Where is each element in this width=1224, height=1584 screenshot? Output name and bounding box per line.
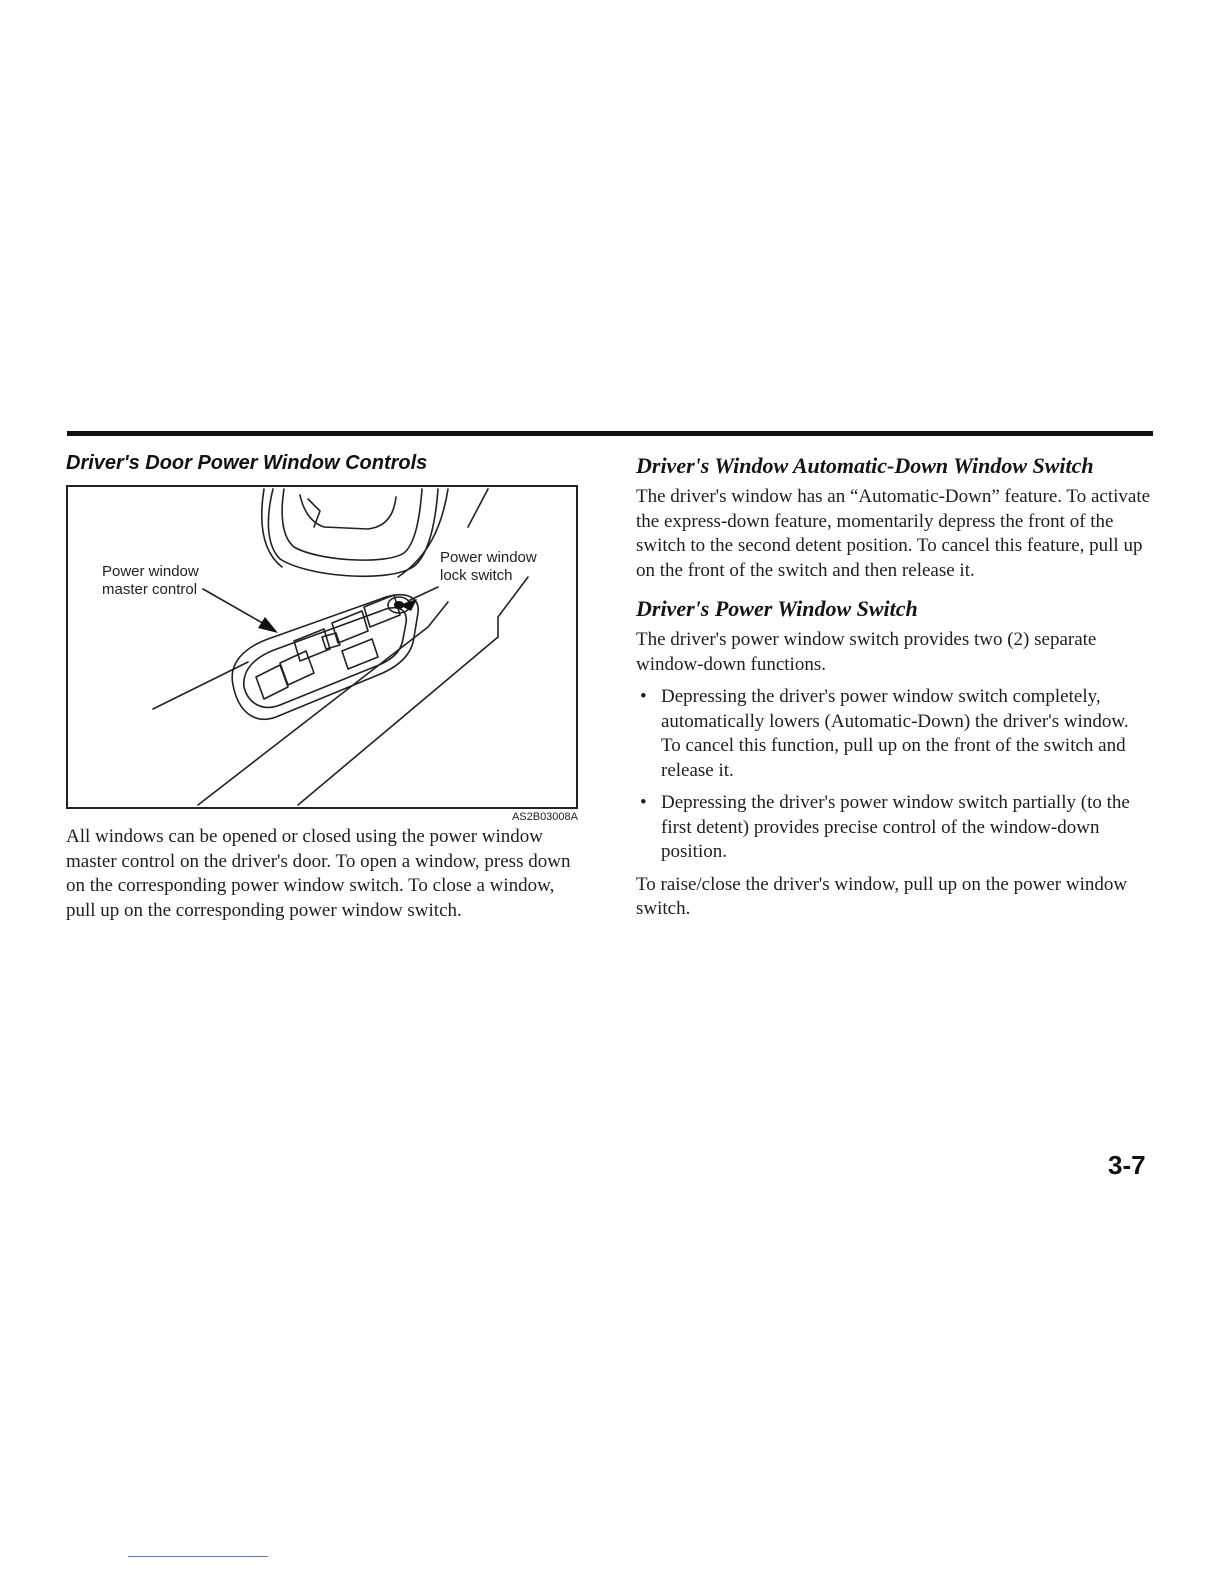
- closing-paragraph: To raise/close the driver's window, pull up on the power window switch.: [636, 873, 1128, 919]
- leader-master: [203, 589, 266, 625]
- page-number: 3-7: [1108, 1150, 1146, 1180]
- panel-line-mid: [198, 627, 428, 805]
- left-paragraph: All windows can be opened or closed using the power window master control on the driver's door. To open a window, press down on the corresponding power window switch. To close a window, pull up on the corresponding power window switch.: [66, 826, 571, 921]
- bullet-text: Depressing the driver's power window switch partially (to the first detent) provides precise control of the window-down position.: [661, 792, 1130, 862]
- handle-recess-inner: [282, 489, 422, 560]
- lock-switch-center: [394, 601, 404, 609]
- switch-front-right: [342, 639, 378, 669]
- handle-lever-detail: [308, 499, 320, 527]
- bullet-text: Depressing the driver's power window switch completely, automatically lowers (Automatic-Down) the driver's window. To cancel this function, pull up on the front of the switch and release it.: [661, 686, 1129, 781]
- automatic-down-paragraph: The driver's window has an “Automatic-Down” feature. To activate the express-down feature, momentarily depress the front of the switch to the second detent position. To cancel this feature, pull up on the front of the switch and then release it.: [636, 486, 1151, 581]
- left-column: [66, 452, 578, 923]
- window-controls-figure: [66, 485, 578, 809]
- bullet-icon: •: [640, 686, 647, 707]
- list-item: [636, 791, 1152, 865]
- list-item: [636, 685, 1152, 783]
- panel-line-right: [298, 637, 498, 805]
- section-heading-power-window-switch: Driver's Power Window Switch: [636, 596, 918, 621]
- bullet-icon: •: [640, 792, 647, 813]
- door-contour-top: [468, 489, 488, 527]
- label-power-window-master-control: Power window master control: [102, 563, 199, 598]
- door-switch-illustration: [68, 487, 576, 807]
- right-column: [636, 452, 1152, 922]
- figure-code: AS2B03008A: [511, 811, 578, 823]
- bottom-rule: [128, 1556, 268, 1557]
- leader-lock: [408, 587, 438, 601]
- handle-curve-left: [262, 489, 282, 567]
- label-power-window-lock-switch: Power window lock switch: [440, 549, 537, 584]
- top-rule: [67, 431, 1153, 436]
- section-heading-controls: Driver's Door Power Window Controls: [66, 452, 428, 474]
- bullet-list: [636, 685, 1152, 865]
- handle-recess-outline: [268, 489, 438, 576]
- panel-line-upper: [428, 602, 448, 627]
- panel-line-corner: [498, 577, 528, 637]
- power-window-switch-intro: The driver's power window switch provides two (2) separate window-down functions.: [636, 629, 1097, 675]
- section-heading-automatic-down: Driver's Window Automatic-Down Window Switch: [636, 453, 1094, 478]
- arrowhead-master: [258, 617, 278, 633]
